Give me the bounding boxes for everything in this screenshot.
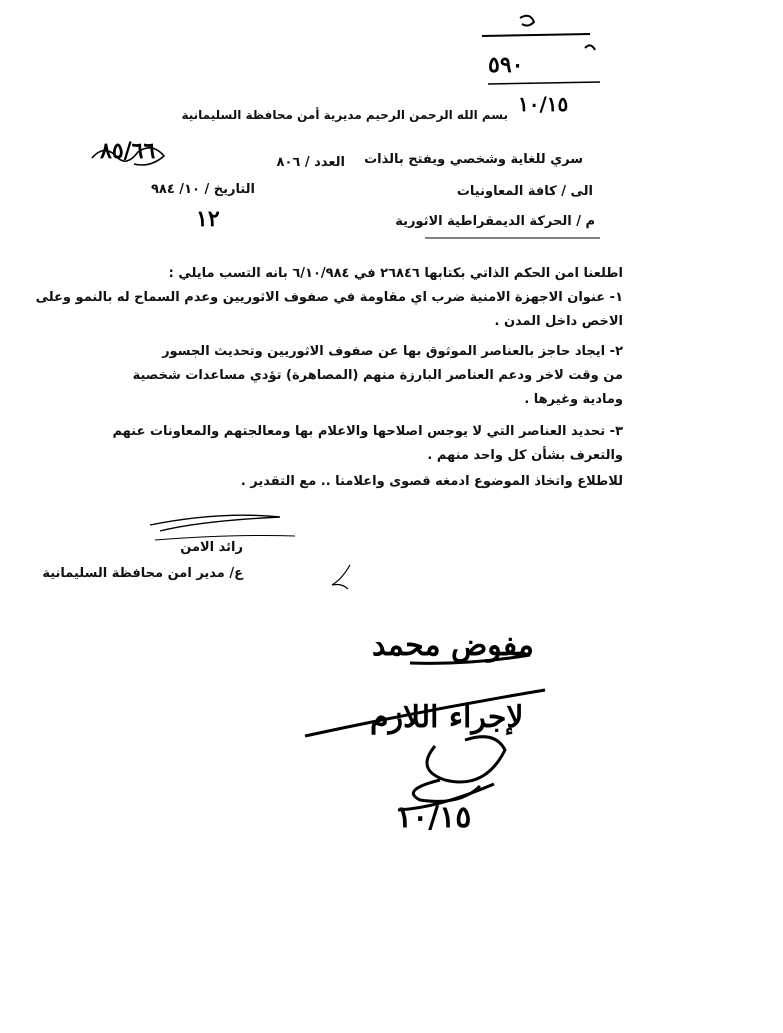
number-label: العدد / ٨٠٦ <box>276 155 345 170</box>
header-basmala-directorate: بسم الله الرحمن الرحيم مديرية أمن محافظة السليمانية <box>181 108 508 122</box>
ref-date: ١٠/١٥ <box>518 92 569 116</box>
annotation-line2: لإجراء اللازم <box>370 700 524 735</box>
body-p1-line1: ١- عنوان الاجهزة الامنية ضرب اي مقاومة في صفوف الاثوريين وعدم السماح له بالنمو وعلى <box>35 290 623 305</box>
annotation-line1: مفوض محمد <box>372 628 534 663</box>
signature-name: رائد الامن <box>180 540 243 555</box>
classification: سري للغاية وشخصي ويفتح بالذات <box>364 152 583 167</box>
ref-number: ٥٩٠ <box>488 52 524 78</box>
number-handwritten: ٨٥/٦٦ <box>100 138 156 164</box>
body-closing: للاطلاع واتخاذ الموضوع ادمغه قصوى واعلامنا .. مع التقدير . <box>240 474 623 489</box>
date-handwritten: ١٢ <box>196 206 220 232</box>
body-p2-line2: من وقت لاخر ودعم العناصر البارزة منهم (المصاهرة) تؤدي مساعدات شخصية <box>132 368 623 383</box>
annotation-date: ١٠/١٥ <box>396 800 472 835</box>
recipient-to: الى / كافة المعاونيات <box>456 184 593 199</box>
subject: م / الحركة الديمقراطية الاثورية <box>395 214 595 229</box>
body-p1-line2: الاخص داخل المدن . <box>494 314 623 329</box>
body-p2-line3: ومادية وغيرها . <box>524 392 623 407</box>
body-p2-line1: ٢- ايجاد حاجز بالعناصر الموثوق بها عن صفوف الاثوريين وتحديث الجسور <box>162 344 623 359</box>
date-label: التاريخ / ١٠/ ٩٨٤ <box>150 182 255 197</box>
body-intro: اطلعنا امن الحكم الذاتي بكتابها ٢٦٨٤٦ في ٦/١٠/٩٨٤ بانه التسب مايلي : <box>168 266 623 281</box>
signature-title: ع/ مدير امن محافظة السليمانية <box>42 566 243 581</box>
body-p3-line2: والتعرف بشأن كل واحد منهم . <box>427 448 623 463</box>
body-p3-line1: ٣- تحديد العناصر التي لا يوجس اصلاحها والاعلام بها ومعالجتهم والمعاونات عنهم <box>112 424 623 439</box>
